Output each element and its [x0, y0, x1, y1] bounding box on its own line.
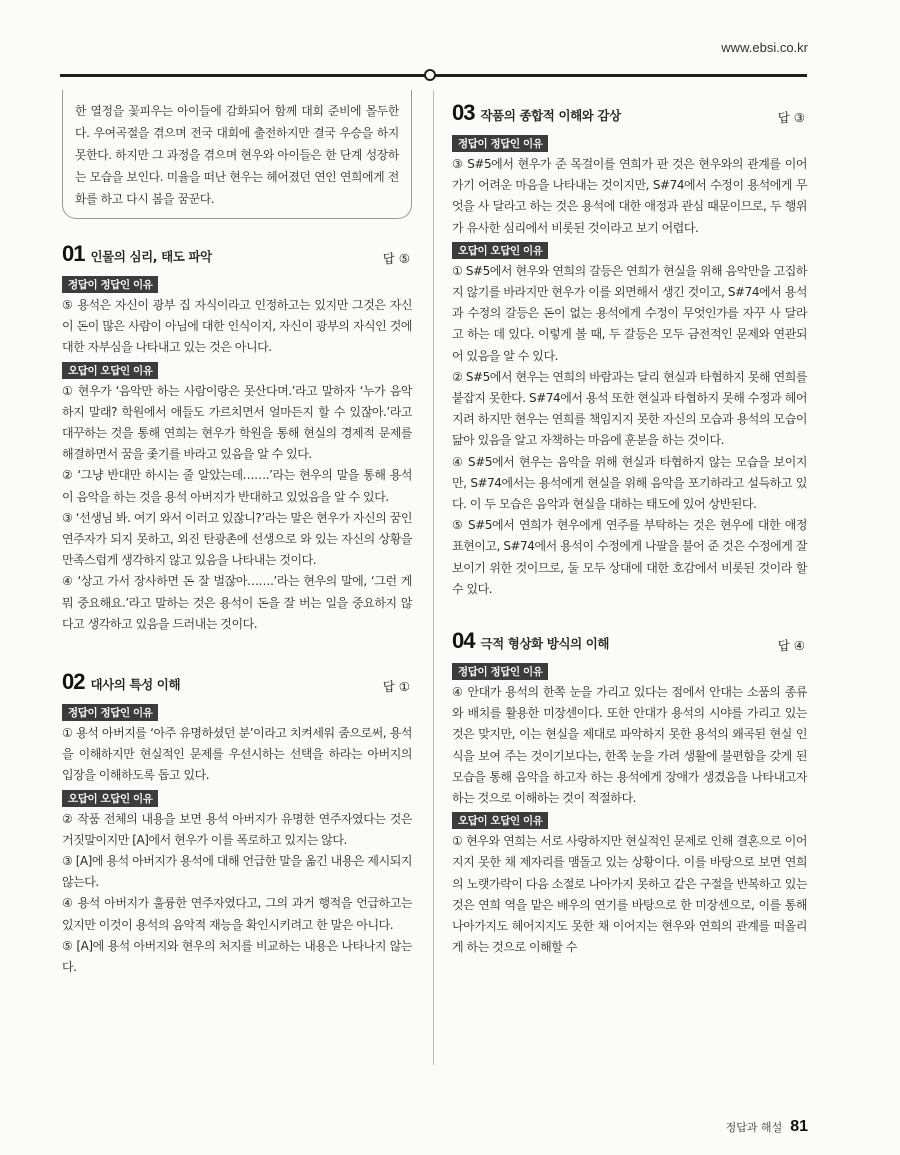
correct-reason-badge: 정답이 정답인 이유	[62, 276, 158, 293]
page-number: 81	[790, 1118, 808, 1135]
explanation-paragraph: ② S#5에서 현우는 연희의 바람과는 달리 현실과 타협하지 못해 연희를 붙잡지 못한다. S#74에서 용석 또한 현실과 타협하지 못해 수정과 헤어지려 하지만 현우는 연희를 책임지지 못한 자신의 모습과 용석의 모습이 닮아 있음을 알고 자책하는 마음에 훈분을 하는 것이다.	[452, 369, 807, 448]
left-column	[62, 90, 412, 978]
wrong-reason-badge: 오답이 오답인 이유	[452, 242, 548, 259]
question-answer: 답 ⑤	[382, 251, 410, 266]
question-header	[452, 100, 807, 126]
right-column	[452, 100, 807, 959]
summary-box	[62, 90, 412, 219]
explanation-paragraph: ④ 용석 아버지가 훌륭한 연주자였다고, 그의 과거 행적을 언급하고는 있지만 이것이 용석의 음악적 재능을 확인시키려고 한 말은 아니다.	[62, 896, 412, 932]
question-number: 02	[62, 669, 85, 695]
correct-reason-badge: 정답이 정답인 이유	[452, 663, 548, 680]
correct-reason-badge: 정답이 정답인 이유	[452, 135, 548, 152]
question-header	[452, 628, 807, 654]
explanation-paragraph: ① 용석 아버지를 ‘아주 유명하셨던 분’이라고 치켜세워 줌으로써, 용석을 이해하지만 현실적인 문제를 우선시하는 선택을 하라는 아버지의 입장을 이해하도록 돕고 있다.	[62, 726, 412, 783]
explanation-paragraph: ① S#5에서 현우와 연희의 갈등은 연희가 현실을 위해 음악만을 고집하지 않기를 바라지만 현우가 이를 외면해서 생긴 것이고, S#74에서 용석과 수정의 갈등은 돈이 없는 용석에게 수정이 무엇인가를 자꾸 사 달라고 하는 데 있다. 이렇게 볼 때, 두 갈등은 모두 금전적인 문제와 연관되어 있음을 알 수 있다.	[452, 263, 807, 363]
page-footer	[726, 1118, 808, 1136]
question-01	[62, 241, 412, 635]
explanation-paragraph: ④ S#5에서 현우는 음악을 위해 현실과 타협하지 않는 모습을 보이지만, S#74에서는 용석에게 현실을 위해 음악을 포기하라고 설득하고 있다. 이 두 모습은 음악과 현실을 대하는 태도에 있어 상반된다.	[452, 454, 807, 512]
explanation-paragraph: ② 작품 전체의 내용을 보면 용석 아버지가 유명한 연주자였다는 것은 거짓말이지만 [A]에서 현우가 이를 폭로하고 있지는 않다.	[62, 811, 412, 847]
explanation-paragraph: ① 현우가 ‘음악만 하는 사람이랑은 못산다며.’라고 말하자 ‘누가 음악하지 말래? 학원에서 애들도 가르치면서 얼마든지 할 수 있잖아.’라고 대꾸하는 것을 통해 연희는 현우가 학원을 통해 현실의 경제적 문제를 해결하면서 꿈을 좇기를 바라고 있음을 알 수 있다.	[62, 383, 412, 462]
site-url: www.ebsi.co.kr	[721, 40, 808, 55]
header-rule-marker	[424, 69, 436, 81]
explanation-paragraph: ③ S#5에서 현우가 준 목걸이를 연희가 판 것은 현우와의 관계를 이어 가기 어려운 마음을 나타내는 것이지만, S#74에서 수정이 용석에게 무엇을 사 달라고 하는 것은 용석에 대한 애정과 관심 때문이므로, 두 행위가 유사한 심리에서 비롯된 것이라고 보기 어렵다.	[452, 157, 807, 235]
question-03	[452, 100, 807, 600]
question-number: 04	[452, 628, 475, 654]
explanation-paragraph: ④ 안대가 용석의 한쪽 눈을 가리고 있다는 점에서 안대는 소품의 종류와 배치를 활용한 미장센이다. 또한 안대가 용석의 시야를 가리고 있는 것은 맞지만, 이는 현실을 제대로 파악하지 못한 용석의 왜곡된 현실 인식을 보여 주는 것이기보다는, 한쪽 눈을 가려 생활에 불편함을 갖게 된 모습을 통해 음악을 하고자 하는 용석에게 장애가 생겼음을 나타내고자 하는 것으로 이해하는 것이 적절하다.	[452, 685, 807, 806]
question-title: 작품의 종합적 이해와 감상	[480, 108, 621, 123]
explanation-paragraph: ③ [A]에 용석 아버지가 용석에 대해 언급한 말을 옮긴 내용은 제시되지 않는다.	[62, 854, 412, 890]
wrong-reason-badge: 오답이 오답인 이유	[452, 812, 548, 829]
question-answer: 답 ③	[777, 110, 805, 125]
question-title: 대사의 특성 이해	[90, 677, 181, 693]
explanation-paragraph: ② ‘그냥 반대만 하시는 줄 알았는데…….’라는 현우의 말을 통해 용석이 음악을 하는 것을 용석 아버지가 반대하고 있었음을 알 수 있다.	[62, 468, 412, 504]
question-04	[452, 628, 807, 958]
summary-text: 한 열정을 꽃피우는 아이들에 감화되어 함께 대회 준비에 몰두한다. 우여곡절을 겪으며 전국 대회에 출전하지만 결국 우승을 하지 못한다. 하지만 그 과정을 겪으며 현우와 아이들은 한 단계 성장하는 모습을 보인다. 미율을 떠난 현우는 헤어졌던 연인 연희에게 전화를 하고 다시 봄을 꿈꾼다.	[75, 104, 399, 206]
wrong-reason-badge: 오답이 오답인 이유	[62, 790, 158, 807]
column-divider	[433, 90, 434, 1065]
explanation-paragraph: ① 현우와 연희는 서로 사랑하지만 현실적인 문제로 인해 결혼으로 이어지지 못한 채 제자리를 맴돌고 있는 상황이다. 이를 바탕으로 보면 연희의 노랫가락이 다음 소절로 나아가지 못하고 같은 구절을 반복하고 있는 것은 연희 역을 맡은 배우의 연기를 바탕으로 한 미장센으로, 이를 통해 나아가지도 헤어지지도 못한 채 이어지는 현우와 연희의 관계를 떠올리게 하는 것으로 이해할 수	[452, 834, 807, 955]
wrong-reason-badge: 오답이 오답인 이유	[62, 362, 158, 379]
question-answer: 답 ①	[382, 679, 410, 695]
explanation-paragraph: ③ ‘선생님 봐. 여기 와서 이러고 있잖니?’라는 말은 현우가 자신의 꿈인 연주자가 되지 못하고, 외진 탄광촌에 선생으로 와 있는 자신의 상황을 만족스럽게 생각하지 않고 있음을 나타내는 것이다.	[62, 510, 412, 568]
correct-reason-badge: 정답이 정답인 이유	[62, 704, 158, 721]
explanation-paragraph: ⑤ [A]에 용석 아버지와 현우의 처지를 비교하는 내용은 나타나지 않는다.	[62, 938, 412, 975]
explanation-paragraph: ⑤ 용석은 자신이 광부 집 자식이라고 인정하고는 있지만 그것은 자신이 돈이 많은 사람이 아님에 대한 인식이지, 자신이 광부의 자식인 것에 대한 자부심을 나타내고 있는 것은 아니다.	[62, 298, 412, 355]
question-header	[62, 669, 412, 695]
question-title: 극적 형상화 방식의 이해	[480, 636, 610, 652]
question-title: 인물의 심리, 태도 파악	[90, 249, 212, 264]
question-02	[62, 669, 412, 978]
question-number: 01	[62, 241, 85, 266]
question-number: 03	[452, 100, 475, 125]
explanation-paragraph: ④ ‘상고 가서 장사하면 돈 잘 벌잖아…….’라는 현우의 말에, ‘그런 게 뭐 중요해요.’라고 말하는 것은 용석이 돈을 잘 버는 일을 중요하지 않다고 생각하고 있음을 드러내는 것이다.	[62, 574, 412, 631]
question-answer: 답 ④	[777, 638, 805, 654]
explanation-paragraph: ⑤ S#5에서 연희가 현우에게 연주를 부탁하는 것은 현우에 대한 애정 표현이고, S#74에서 용석이 수정에게 나팔을 불어 준 것은 수정에게 잘 보이기 위한 것이므로, 둘 모두 상대에 대한 호감에서 비롯된 것이라 할 수 있다.	[452, 518, 807, 596]
footer-label: 정답과 해설	[725, 1121, 783, 1134]
question-header	[62, 241, 412, 267]
